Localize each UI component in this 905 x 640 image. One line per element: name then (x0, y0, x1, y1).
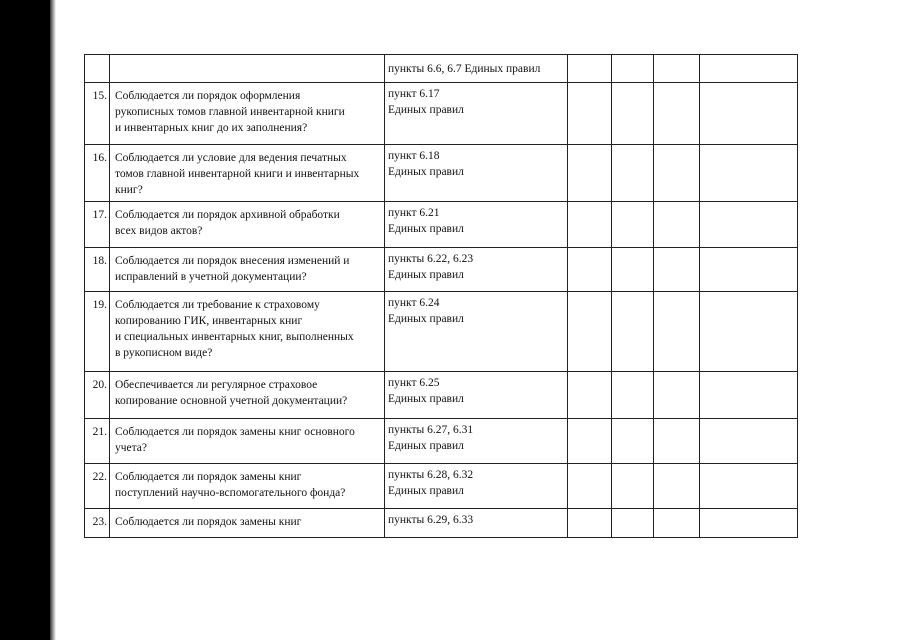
answer-cell-na[interactable] (654, 55, 700, 83)
answer-cell-na[interactable] (654, 145, 700, 202)
row-number-cell (85, 372, 110, 419)
row-number: 22. (92, 471, 107, 483)
question-text: Соблюдается ли порядок оформления рукописных томов главной инвентарной книги и инвентарных книг до их заполнения? (115, 90, 345, 134)
answer-cell-yes[interactable] (568, 509, 612, 538)
reference-cell (385, 372, 568, 419)
answer-cell-yes[interactable] (568, 83, 612, 145)
notes-cell[interactable] (700, 55, 798, 83)
question-cell (110, 292, 385, 372)
answer-cell-yes[interactable] (568, 145, 612, 202)
answer-cell-yes[interactable] (568, 464, 612, 509)
row-number: 17. (92, 209, 107, 221)
row-number: 15. (92, 90, 107, 102)
reference-cell (385, 464, 568, 509)
answer-cell-no[interactable] (612, 464, 654, 509)
reference-text: пункт 6.21 Единых правил (388, 207, 464, 235)
question-text: Соблюдается ли порядок архивной обработки всех видов актов? (115, 209, 340, 237)
question-cell (110, 145, 385, 202)
question-cell (110, 55, 385, 83)
table-row (85, 83, 798, 145)
answer-cell-no[interactable] (612, 419, 654, 464)
answer-cell-na[interactable] (654, 419, 700, 464)
question-text: Обеспечивается ли регулярное страховое копирование основной учетной документации? (115, 379, 348, 407)
question-text: Соблюдается ли требование к страховому копированию ГИК, инвентарных книг и специальных инвентарных книг, выполненных в рукописном виде? (115, 299, 354, 359)
answer-cell-no[interactable] (612, 292, 654, 372)
notes-cell[interactable] (700, 248, 798, 292)
notes-cell[interactable] (700, 372, 798, 419)
answer-cell-no[interactable] (612, 248, 654, 292)
row-number: 18. (92, 255, 107, 267)
answer-cell-no[interactable] (612, 509, 654, 538)
checklist-table (84, 54, 798, 538)
answer-cell-no[interactable] (612, 372, 654, 419)
reference-text: пункт 6.17 Единых правил (388, 88, 464, 116)
table-row (85, 145, 798, 202)
question-text: Соблюдается ли порядок внесения изменений и исправлений в учетной документации? (115, 255, 350, 283)
table-row (85, 372, 798, 419)
reference-cell (385, 202, 568, 248)
answer-cell-no[interactable] (612, 202, 654, 248)
row-number-cell (85, 202, 110, 248)
notes-cell[interactable] (700, 464, 798, 509)
table-row (85, 464, 798, 509)
table-row (85, 509, 798, 538)
notes-cell[interactable] (700, 145, 798, 202)
reference-text: пункты 6.22, 6.23 Единых правил (388, 253, 474, 281)
row-number-cell (85, 55, 110, 83)
question-text (110, 55, 384, 60)
reference-cell (385, 509, 568, 538)
answer-cell-yes[interactable] (568, 248, 612, 292)
row-number: 21. (92, 426, 107, 438)
reference-cell (385, 292, 568, 372)
answer-cell-no[interactable] (612, 145, 654, 202)
reference-text: пункты 6.27, 6.31 Единых правил (388, 424, 474, 452)
reference-text: пункты 6.28, 6.32 Единых правил (388, 469, 474, 497)
row-number: 20. (92, 379, 107, 391)
reference-text: пункты 6.6, 6.7 Единых правил (388, 63, 541, 75)
row-number-cell (85, 145, 110, 202)
question-cell (110, 372, 385, 419)
question-cell (110, 464, 385, 509)
question-text: Соблюдается ли порядок замены книг (115, 516, 302, 528)
question-cell (110, 419, 385, 464)
notes-cell[interactable] (700, 509, 798, 538)
reference-text: пункт 6.24 Единых правил (388, 297, 464, 325)
answer-cell-na[interactable] (654, 292, 700, 372)
answer-cell-na[interactable] (654, 464, 700, 509)
answer-cell-na[interactable] (654, 372, 700, 419)
answer-cell-yes[interactable] (568, 372, 612, 419)
row-number-cell (85, 248, 110, 292)
row-number (85, 55, 107, 60)
reference-cell (385, 419, 568, 464)
table-row (85, 248, 798, 292)
answer-cell-yes[interactable] (568, 292, 612, 372)
row-number-cell (85, 419, 110, 464)
scan-dark-margin (0, 0, 50, 640)
table-row (85, 419, 798, 464)
reference-cell (385, 55, 568, 83)
reference-cell (385, 83, 568, 145)
question-cell (110, 248, 385, 292)
notes-cell[interactable] (700, 419, 798, 464)
reference-text: пункт 6.25 Единых правил (388, 377, 464, 405)
answer-cell-na[interactable] (654, 202, 700, 248)
scan-margin-shadow (50, 0, 56, 640)
answer-cell-yes[interactable] (568, 419, 612, 464)
answer-cell-no[interactable] (612, 83, 654, 145)
answer-cell-na[interactable] (654, 509, 700, 538)
row-number-cell (85, 464, 110, 509)
question-cell (110, 509, 385, 538)
reference-cell (385, 145, 568, 202)
reference-cell (385, 248, 568, 292)
question-cell (110, 83, 385, 145)
notes-cell[interactable] (700, 83, 798, 145)
reference-text: пункты 6.29, 6.33 (388, 514, 474, 526)
answer-cell-na[interactable] (654, 83, 700, 145)
row-number: 19. (92, 299, 107, 311)
question-text: Соблюдается ли условие для ведения печатных томов главной инвентарной книги и инвентарных книг? (115, 152, 360, 196)
row-number-cell (85, 292, 110, 372)
row-number: 16. (92, 152, 107, 164)
table-row (85, 202, 798, 248)
answer-cell-na[interactable] (654, 248, 700, 292)
answer-cell-yes[interactable] (568, 55, 612, 83)
question-cell (110, 202, 385, 248)
notes-cell[interactable] (700, 202, 798, 248)
answer-cell-yes[interactable] (568, 202, 612, 248)
answer-cell-no[interactable] (612, 55, 654, 83)
table-row (85, 55, 798, 83)
question-text: Соблюдается ли порядок замены книг поступлений научно-вспомогательного фонда? (115, 471, 346, 499)
row-number-cell (85, 509, 110, 538)
row-number: 23. (92, 516, 107, 528)
notes-cell[interactable] (700, 292, 798, 372)
question-text: Соблюдается ли порядок замены книг основного учета? (115, 426, 355, 454)
reference-text: пункт 6.18 Единых правил (388, 150, 464, 178)
table-row (85, 292, 798, 372)
row-number-cell (85, 83, 110, 145)
